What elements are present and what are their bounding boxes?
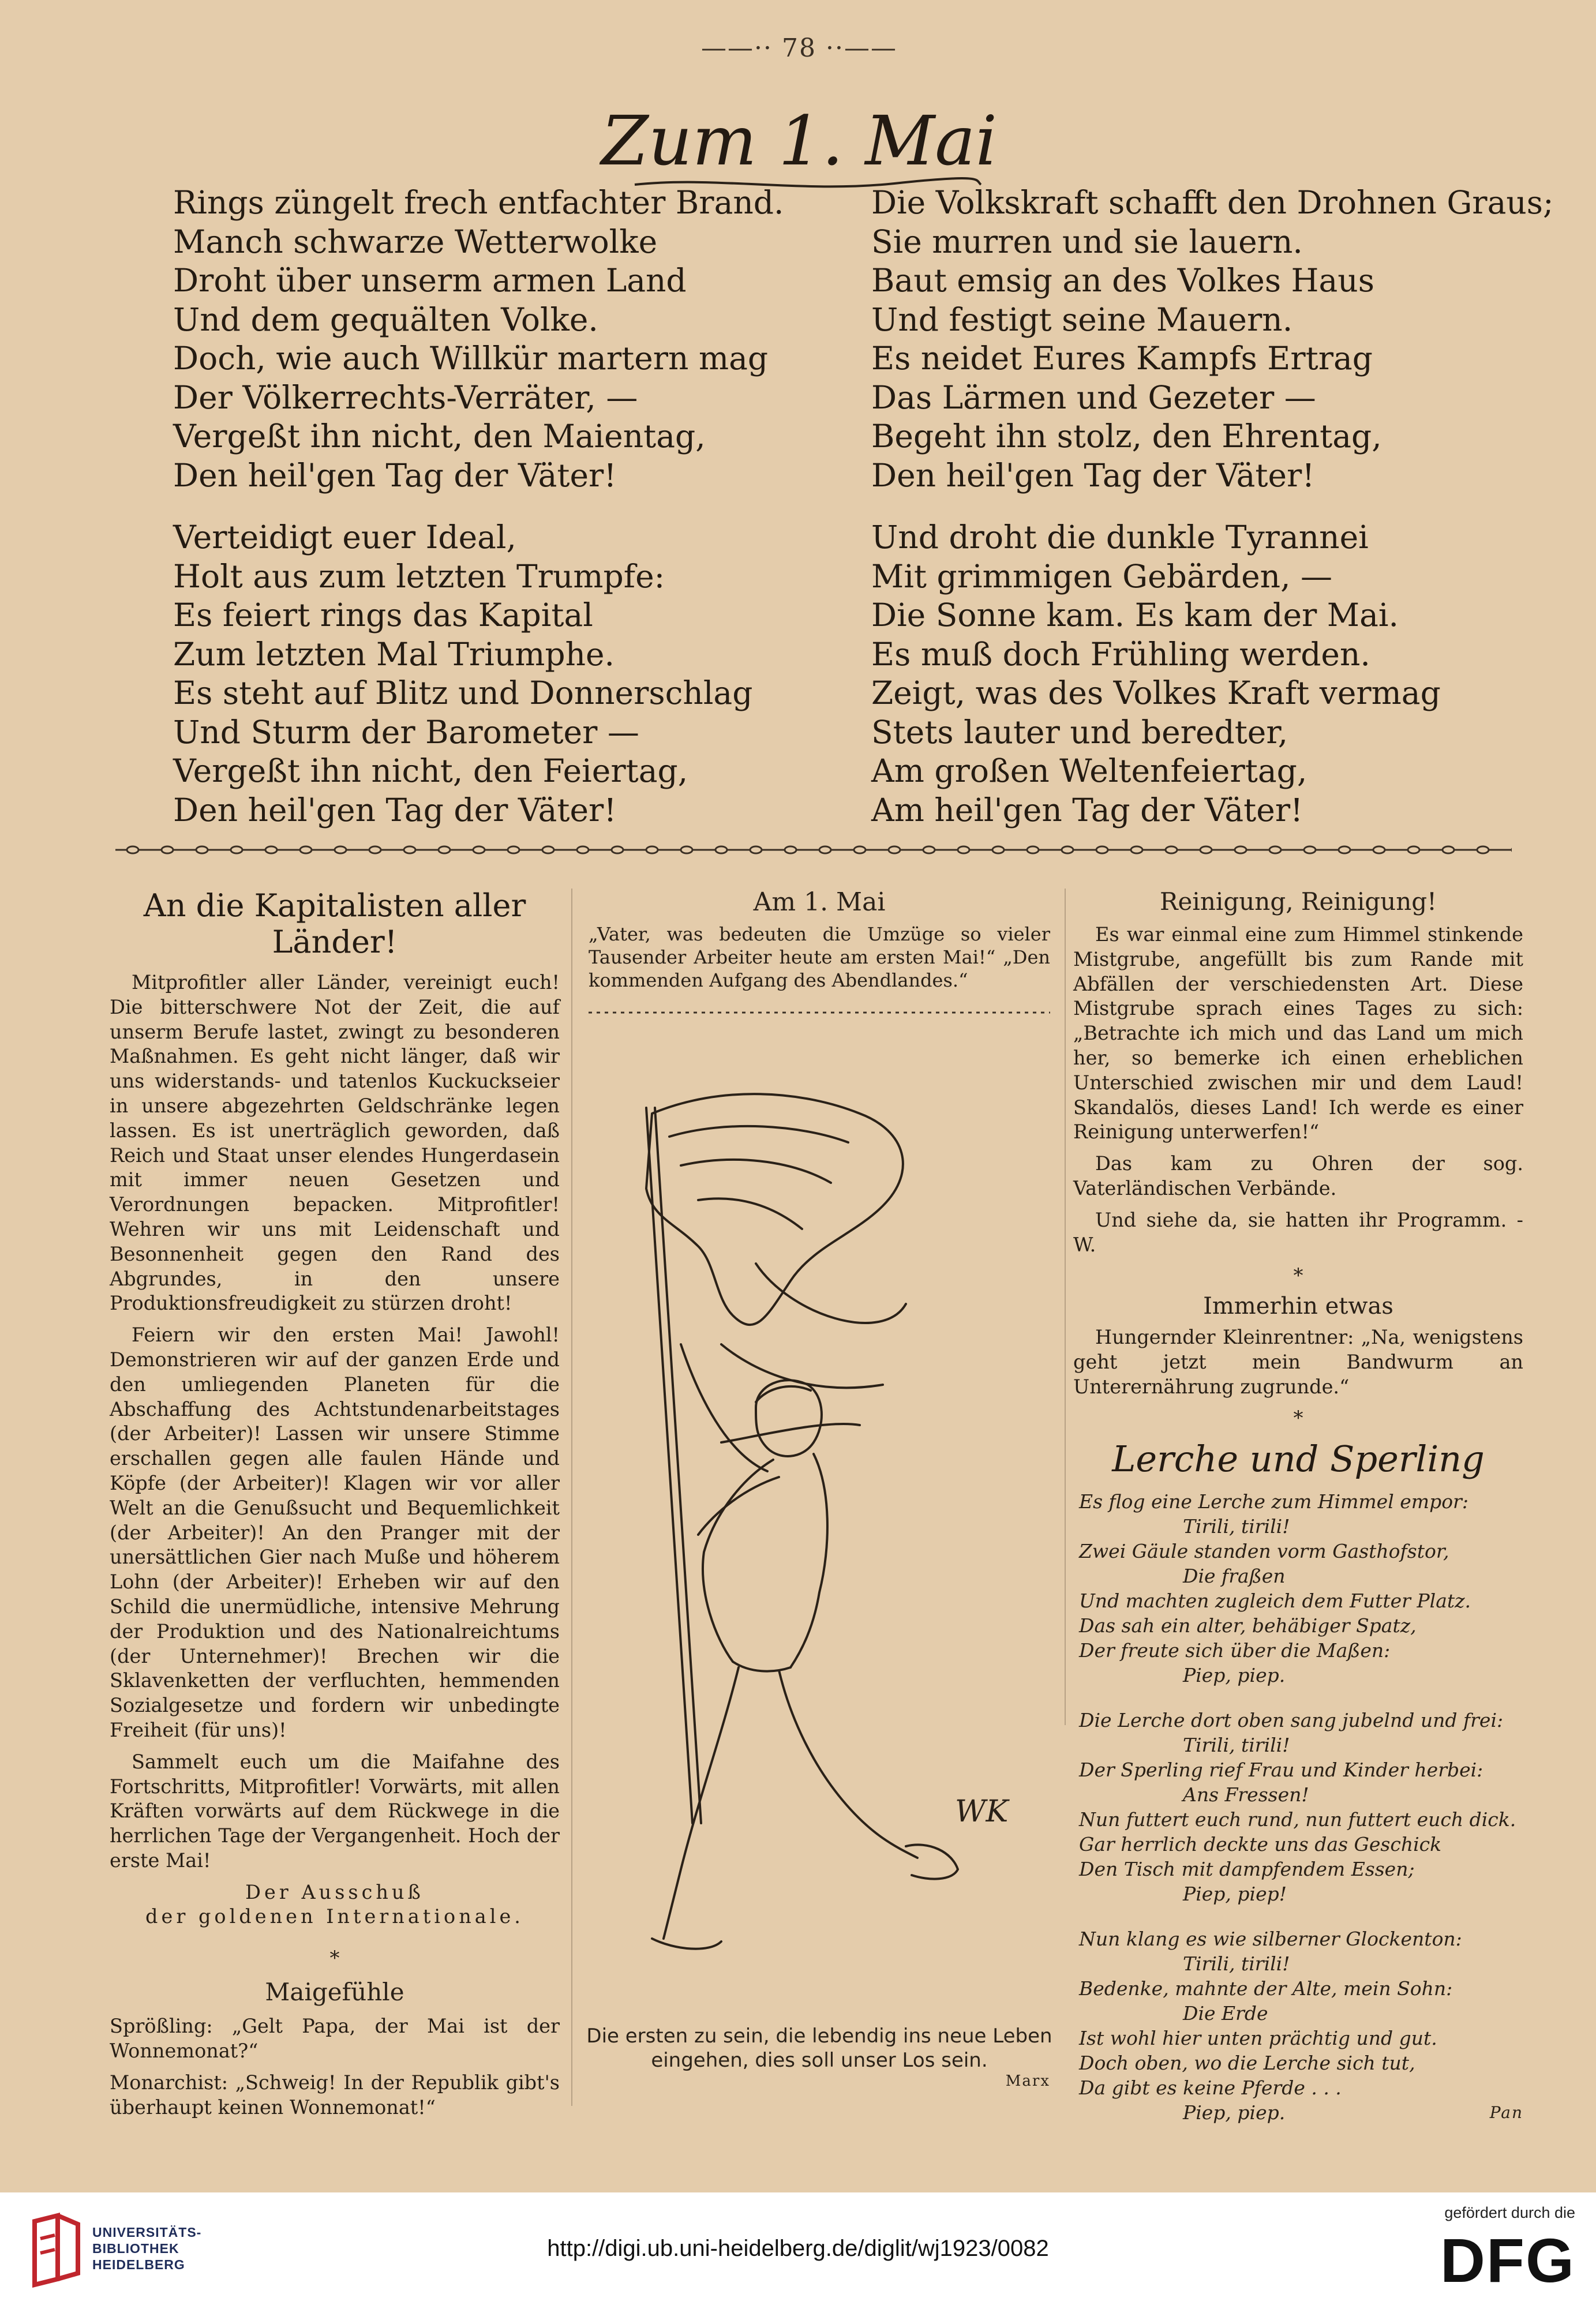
poem-right-stanza-2 [871,518,1535,830]
poem-line: Es neidet Eures Kampfs Ertrag [871,340,1373,377]
poem-line: Vergeßt ihn nicht, den Maientag, [173,418,706,455]
illustration-caption: Die ersten zu sein, die lebendig ins neue Leben eingehen, dies soll unser Los sein. [586,2025,1052,2072]
article-body [110,2014,560,2120]
dialog-line: Monarchist: „Schweig! In der Republik gibt's überhaupt keinen Wonnemonat!“ [110,2071,560,2119]
poem-line: Stets lauter und beredter, [871,713,1288,751]
lerche-poem [1073,1489,1523,2125]
paragraph: Feiern wir den ersten Mai! Jawohl! Demonstrieren wir auf der ganzen Erde und den umliegenden Planeten für die Abschaffung des Achtstundenarbeitstages (der Arbeiter)! Lassen wir unsere Stimme erschallen gegen alle faulen Hände und Köpfe (der Arbeiter)! Klagen wir vor aller Welt an die Genußsucht und Bequemlichkeit (der Arbeiter)! An den Pranger mit der unersättlichen Gier nach Muße und höherem Lohn (der Arbeiter)! Erheben wir auf den Schild die unermüdliche, intensive Mehrung der Produktion und des Nationalreichtums (der Unternehmer)! Brechen wir die Sklavenketten der verfluchten, hemmenden Sozialgesetze und fordern wir unbedingte Freiheit (für uns)! [110,1324,560,1741]
poem-line: Zwei Gäule standen vorm Gasthofstor, [1079,1539,1449,1562]
paragraph: Und siehe da, sie hatten ihr Programm. - W. [1073,1208,1523,1256]
poem-line: Es steht auf Blitz und Donnerschlag [173,674,753,711]
poem-line: Verteidigt euer Ideal, [173,519,516,556]
page-title: Zum 1. Mai [601,101,998,181]
poem-line: Das sah ein alter, behäbiger Spatz, [1079,1614,1417,1637]
poem-line: Begeht ihn stolz, den Ehrentag, [871,418,1382,455]
poem-line: Die Sonne kam. Es kam der Mai. [871,597,1399,634]
paragraph: Hungernder Kleinrentner: „Na, wenigstens geht jetzt mein Bandwurm an Unterernährung zugrunde.“ [1073,1326,1523,1398]
column-rule [1065,889,1066,1725]
poem-line: Da gibt es keine Pferde . . . [1079,2076,1342,2099]
paragraph: „Vater, was bedeuten die Umzüge so vieler Tausender Arbeiter heute am ersten Mai!“ „Den kommenden Aufgang des Abendlandes.“ [589,923,1050,991]
poem-line: Droht über unserm armen Land [173,262,687,299]
poem-line: Zum letzten Mal Triumphe. [173,635,615,673]
separator-star: * [1293,1264,1303,1288]
poem-line: Ans Fressen! [1183,1783,1309,1806]
short-divider [589,1007,1050,1018]
poem-author: Pan [1489,2102,1523,2122]
poem-right-stanza-1 [871,183,1554,495]
caption-author: Marx [1005,2072,1050,2090]
paragraph: Das kam zu Ohren der sog. Vaterländischen Verbände. [1073,1152,1523,1200]
column-kapitalisten [110,887,560,2127]
poem-right-column [871,183,1554,830]
article-title: Reinigung, Reinigung! [1159,887,1437,916]
poem-line: Den heil'gen Tag der Väter! [173,791,617,829]
separator-star: * [329,1947,340,1970]
poem-line: Und festigt seine Mauern. [871,301,1293,338]
source-url-link[interactable]: http://digi.ub.uni-heidelberg.de/diglit/wj1923/0082 [547,2236,1049,2261]
page-number: 78 [782,33,816,63]
signature-line: Der Ausschuß [245,1880,424,1903]
poem-left-stanza-2 [173,518,854,830]
article-body [589,923,1050,992]
article-body [110,970,560,1873]
poem-line: Vergeßt ihn nicht, den Feiertag, [173,752,688,789]
poem-line: Bedenke, mahnte der Alte, mein Sohn: [1079,1977,1453,2000]
article-title: An die Kapitalisten aller Länder! [143,887,526,960]
poem-line: Den heil'gen Tag der Väter! [173,456,617,494]
section-title: Maigefühle [265,1978,404,2007]
poem-line: Sie murren und sie lauern. [871,223,1303,260]
poem-line: Und Sturm der Barometer — [173,713,639,751]
page-number-line: ——·· 78 ··—— [701,33,897,63]
poem-line: Und machten zugleich dem Futter Platz. [1079,1589,1471,1612]
poem-line: Den Tisch mit dampfendem Essen; [1079,1857,1415,1880]
paragraph: Es war einmal eine zum Himmel stinkende Mistgrube, angefüllt bis zum Rande mit Abfällen der verschiedensten Art. Diese Mistgrube sprach eines Tages zu sich: „Betrachte ich mich und das Land um mich her, so bemerke ich einen erheblichen Unterschied zwischen mir und dem Laud! Skandalös, dieses Land! Ich werde es einer Reinigung unterwerfen!“ [1073,923,1523,1144]
column-reinigung [1073,887,1523,2125]
section-title: Immerhin etwas [1203,1293,1393,1320]
poem-line: Doch oben, wo die Lerche sich tut, [1079,2051,1415,2074]
poem-line: Die Lerche dort oben sang jubelnd und frei: [1079,1708,1504,1731]
poem-line: Baut emsig an des Volkes Haus [871,262,1374,299]
poem-line: Nun futtert euch rund, nun futtert euch dick. [1079,1808,1516,1831]
poem-line: Zeigt, was des Volkes Kraft vermag [871,674,1441,711]
poem-line: Tirili, tirili! [1183,1952,1290,1975]
funding-note: gefördert durch die [1444,2204,1575,2221]
poem-title: Lerche und Sperling [1112,1437,1485,1480]
ornamental-divider [115,838,1512,861]
article-title: Am 1. Mai [753,887,886,917]
poem-line: Am heil'gen Tag der Väter! [871,791,1303,829]
poem-left-stanza-1 [173,183,854,495]
dfg-logo: DFG [1440,2225,1575,2295]
poem-line: Den heil'gen Tag der Väter! [871,456,1315,494]
paragraph: Sammelt euch um die Maifahne des Fortschritts, Mitprofitler! Vorwärts, mit allen Kräften vorwärts auf dem Rückwege in die herrlichen Tage der Vergangenheit. Hoch der erste Mai! [110,1750,560,1872]
column-rule [571,889,572,2106]
poem-line: Piep, piep. [1183,1663,1286,1686]
poem-line: Gar herrlich deckte uns das Geschick [1079,1832,1442,1856]
poem-line-text: Piep, piep. [1183,2101,1286,2124]
poem-left-column [173,183,854,830]
poem-line: Das Lärmen und Gezeter — [871,378,1316,416]
illustration-monogram: WK [955,1794,1009,1829]
poem-line: Piep, piep! [1183,1882,1287,1905]
separator-star: * [1293,1406,1303,1430]
poem-line: Manch schwarze Wetterwolke [173,223,658,260]
paragraph: Mitprofitler aller Länder, vereinigt euch! Die bitterschwere Not der Zeit, die auf unserm Berufe lastet, zwingt zu besonderen Maßnahmen. Es geht nicht länger, daß wir uns widerstands- und tatenlos Kuckuckseier in unsere abgezehrten Geldschränke legen lassen. Es ist unerträglich geworden, daß Reich und Staat unser elendes Hungerdasein mit immer neuen Gesetzen und Verordnungen bepacken. Mitprofitler! Wehren wir uns mit Leidenschaft und Besonnenheit gegen den Rand des Abgrundes, in den unsere Produktionsfreudigkeit zu stürzen droht! [110,971,560,1315]
poem-line: Der freute sich über die Maßen: [1079,1639,1391,1662]
poem-line: Und droht die dunkle Tyrannei [871,519,1369,556]
poem-line: Es flog eine Lerche zum Himmel empor: [1079,1490,1468,1513]
library-name-line: HEIDELBERG [92,2257,185,2272]
poem-line: Der Völkerrechts-Verräter, — [173,378,638,416]
poem-line: Mit grimmigen Gebärden, — [871,557,1333,595]
signature-line: der goldenen Internationale. [145,1905,524,1928]
poem-line [1079,2100,1523,2125]
poem-line: Ist wohl hier unten prächtig und gut. [1079,2026,1437,2049]
column-am-1-mai [589,887,1050,1021]
poem-line: Es muß doch Frühling werden. [871,635,1370,673]
poem-line: Nun klang es wie silberner Glockenton: [1079,1927,1462,1950]
article-body [1073,1325,1523,1399]
digitization-footer [0,2192,1596,2309]
poem-line: Am großen Weltenfeiertag, [871,752,1307,789]
article-body [1073,923,1523,1257]
poem-line: Doch, wie auch Willkür martern mag [173,340,769,377]
poem-line: Tirili, tirili! [1183,1733,1290,1756]
library-name-line: BIBLIOTHEK [92,2241,179,2256]
poem-line: Die Erde [1183,2001,1268,2025]
poem-line: Tirili, tirili! [1183,1515,1290,1538]
poem-line: Es feiert rings das Kapital [173,597,593,634]
poem-line: Und dem gequälten Volke. [173,301,598,338]
poem-line: Rings züngelt frech entfachter Brand. [173,184,784,221]
dialog-line: Sprößling: „Gelt Papa, der Mai ist der Wonnemonat?“ [110,2015,560,2063]
flag-bearer-illustration [583,1073,1056,2019]
poem-line: Die fraßen [1183,1564,1286,1587]
poem-line: Holt aus zum letzten Trumpfe: [173,557,665,595]
poem-line: Die Volkskraft schafft den Drohnen Graus; [871,184,1554,221]
poem-line: Der Sperling rief Frau und Kinder herbei: [1079,1758,1483,1781]
library-name-line: UNIVERSITÄTS- [92,2225,202,2240]
